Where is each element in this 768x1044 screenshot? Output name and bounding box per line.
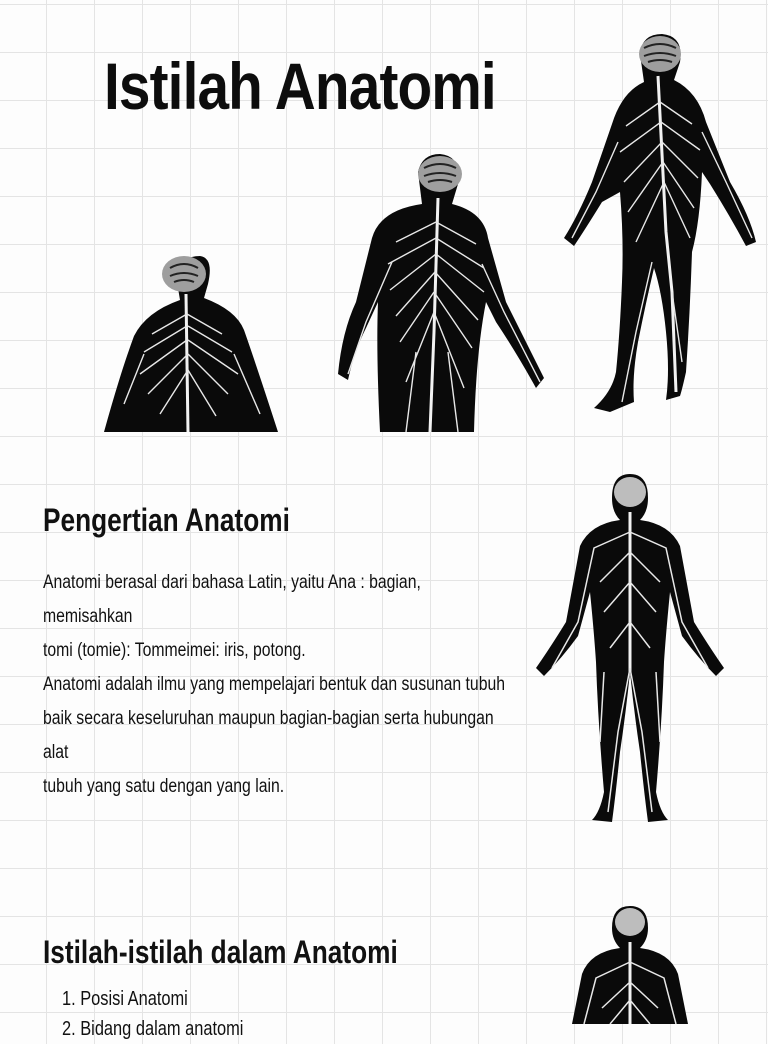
nervous-system-front-icon [534, 472, 726, 826]
list-item: 2. Bidang dalam anatomi [62, 1018, 244, 1040]
paragraph-line: baik secara keseluruhan maupun bagian-bagian serta hubungan alat [43, 708, 494, 763]
paragraph-line: tubuh yang satu dengan yang lain. [43, 776, 285, 797]
paragraph-line: tomi (tomie): Tommeimei: iris, potong. [43, 640, 306, 661]
paragraph-line: Anatomi berasal dari bahasa Latin, yaitu Ana : bagian, memisahkan [43, 572, 421, 627]
definition-paragraph [43, 566, 508, 804]
list-item: 1. Posisi Anatomi [62, 988, 188, 1010]
nervous-system-back-medium-icon [336, 152, 550, 432]
nervous-system-walking-icon [562, 32, 758, 416]
page-title: Istilah Anatomi [104, 49, 496, 123]
nervous-system-front-cropped-icon [570, 904, 690, 1024]
section-heading-istilah: Istilah-istilah dalam Anatomi [43, 934, 398, 970]
section-heading-pengertian: Pengertian Anatomi [43, 502, 290, 538]
terms-list [62, 984, 243, 1044]
paragraph-line: Anatomi adalah ilmu yang mempelajari bentuk dan susunan tubuh [43, 674, 506, 695]
nervous-system-back-small-icon [104, 254, 280, 432]
